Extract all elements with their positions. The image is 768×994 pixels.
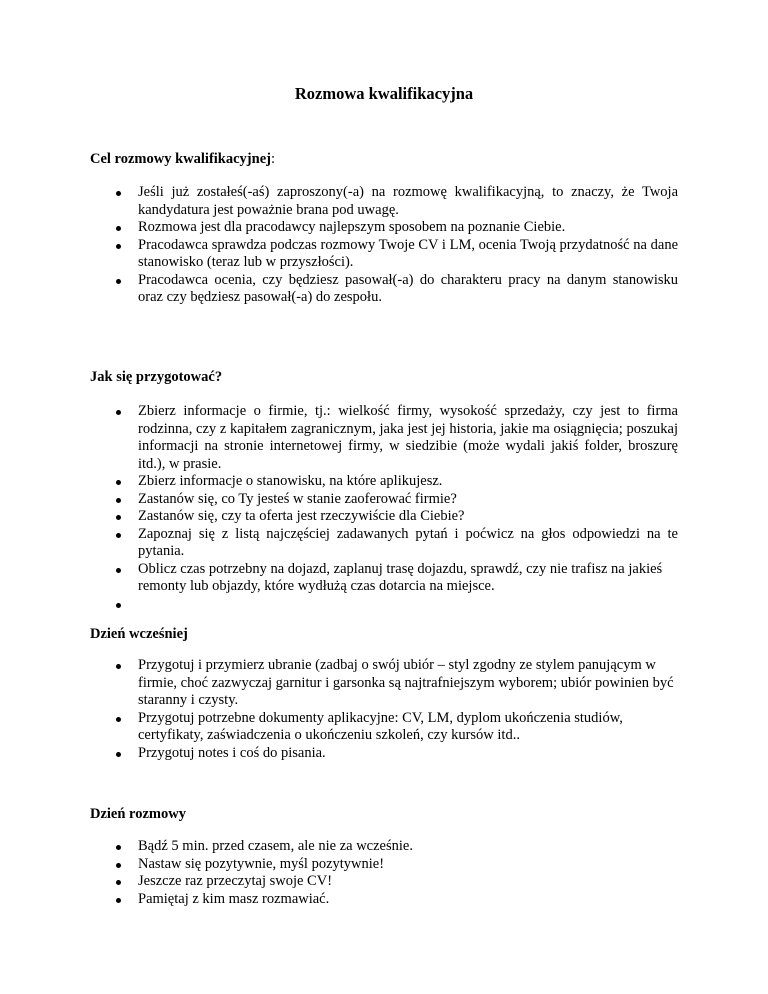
- section-heading-colon: :: [270, 151, 275, 167]
- bullet-dot: [116, 863, 121, 868]
- section-heading-text: Dzień wcześniej: [90, 626, 188, 642]
- list-item: [0, 237, 678, 272]
- section-heading-text: Cel rozmowy kwalifikacyjnej: [90, 151, 271, 167]
- list-item-text: Zastanów się, co Ty jesteś w stanie zaoferować firmie?: [138, 490, 457, 507]
- list-item-text: Rozmowa jest dla pracodawcy najlepszym sposobem na poznanie Ciebie.: [138, 219, 566, 235]
- bullet-list-jak-sie-przygotowac: [0, 403, 678, 613]
- section-heading-cel-rozmowy: [90, 150, 275, 168]
- list-item: [0, 873, 678, 891]
- list-item: [0, 491, 678, 509]
- list-item: [0, 561, 678, 596]
- list-item-text: Jeśli już zostałeś(-aś) zaproszony(-a) na rozmowę kwalifikacyjną, to znaczy, że Twoja kandydatura jest poważnie brana pod uwagę.: [138, 184, 678, 218]
- section-heading-dzien-rozmowy: [90, 805, 186, 823]
- bullet-dot: [116, 603, 121, 608]
- list-item-text: Bądź 5 min. przed czasem, ale nie za wcześnie.: [138, 838, 413, 854]
- list-item: [0, 891, 678, 909]
- bullet-dot: [116, 515, 121, 520]
- list-item: [0, 184, 678, 219]
- list-item-text: Przygotuj potrzebne dokumenty aplikacyjne: CV, LM, dyplom ukończenia studiów, certyfikaty, zaświadczenia o ukończeniu szkoleń, czy kursów itd..: [138, 709, 623, 743]
- bullet-list-dzien-rozmowy: [0, 838, 678, 908]
- bullet-dot: [116, 664, 121, 669]
- bullet-dot: [116, 845, 121, 850]
- bullet-dot: [116, 191, 121, 196]
- bullet-dot: [116, 568, 121, 573]
- bullet-list-dzien-wczesniej: [0, 657, 678, 762]
- bullet-dot: [116, 898, 121, 903]
- list-item-text: Zapoznaj się z listą najczęściej zadawanych pytań i poćwicz na głos odpowiedzi na te pytania.: [138, 525, 678, 559]
- bullet-dot: [116, 226, 121, 231]
- list-item: [0, 745, 678, 763]
- page-title: Rozmowa kwalifikacyjna: [294, 84, 474, 103]
- list-item-text: Nastaw się pozytywnie, myśl pozytywnie!: [138, 855, 385, 872]
- section-heading-text: Jak się przygotować?: [90, 369, 223, 385]
- bullet-dot: [116, 533, 121, 538]
- list-item: [0, 838, 678, 856]
- list-item: [0, 508, 678, 526]
- bullet-dot: [116, 279, 121, 284]
- list-item: [0, 403, 678, 473]
- section-heading-dzien-wczesniej: [90, 625, 188, 643]
- bullet-dot: [116, 244, 121, 249]
- bullet-dot: [116, 480, 121, 485]
- section-heading-text: Dzień rozmowy: [90, 806, 186, 822]
- bullet-dot: [116, 498, 121, 503]
- list-item: [0, 710, 678, 745]
- list-item: [0, 219, 678, 237]
- list-item: [0, 272, 678, 307]
- list-item: [0, 657, 678, 710]
- list-item: [0, 473, 678, 491]
- list-item-text: Pracodawca sprawdza podczas rozmowy Twoje CV i LM, ocenia Twoją przydatność na dane stanowisko (teraz lub w przyszłości).: [138, 236, 678, 270]
- section-heading-jak-sie-przygotowac: [90, 368, 222, 386]
- list-item-text: Zbierz informacje o firmie, tj.: wielkość firmy, wysokość sprzedaży, czy jest to firma rodzinna, czy z kapitałem zagranicznym, jaka jest jej historia, jakie ma osiągnięcia; poszukaj informacji na stronie internetowej firmy, w siedzibie (może wydali jakiś folder, broszurę itd.), w prasie.: [138, 403, 678, 472]
- bullet-list-cel-rozmowy: [0, 184, 678, 307]
- bullet-dot: [116, 752, 121, 757]
- list-item-text: Przygotuj notes i coś do pisania.: [138, 744, 326, 761]
- bullet-dot: [116, 717, 121, 722]
- list-item-text: Pamiętaj z kim masz rozmawiać.: [138, 890, 330, 907]
- list-item-text: Jeszcze raz przeczytaj swoje CV!: [138, 873, 333, 889]
- list-item-text: Pracodawca ocenia, czy będziesz pasował(-a) do charakteru pracy na danym stanowisku oraz czy będziesz pasował(-a) do zespołu.: [138, 271, 678, 305]
- bullet-dot: [116, 880, 121, 885]
- list-item-text: Oblicz czas potrzebny na dojazd, zaplanuj trasę dojazdu, sprawdź, czy nie trafisz na jakieś remonty lub objazdy, które wydłużą czas dotarcia na miejsce.: [138, 560, 663, 594]
- list-item-text: Zastanów się, czy ta oferta jest rzeczywiście dla Ciebie?: [138, 508, 465, 524]
- list-item-text: Zbierz informacje o stanowisku, na które aplikujesz.: [138, 473, 443, 489]
- list-item: [0, 526, 678, 561]
- list-item-text: Przygotuj i przymierz ubranie (zadbaj o swój ubiór – styl zgodny ze stylem panującym w firmie, choć zazwyczaj garnitur i garsonka są najtrafniejszym wyborem; ubiór powinien być staranny i czysty.: [138, 657, 674, 708]
- list-item: [0, 856, 678, 874]
- list-item-empty: [0, 596, 678, 614]
- bullet-dot: [116, 410, 121, 415]
